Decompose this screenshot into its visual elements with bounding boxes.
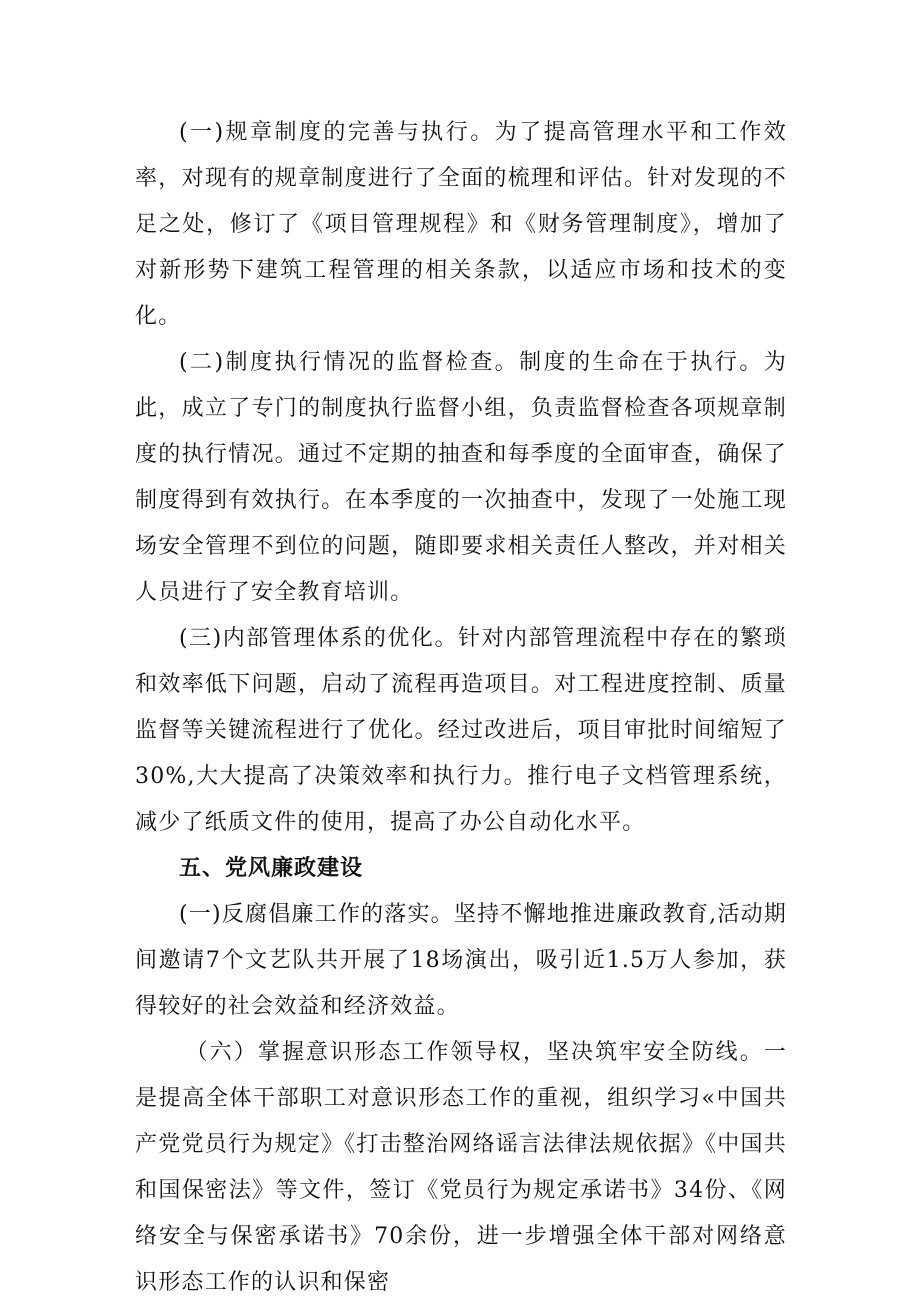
paragraph-rules-improvement: (一)规章制度的完善与执行。为了提高管理水平和工作效率，对现有的规章制度进行了全面的梳理和评估。针对发现的不足之处，修订了《项目管理规程》和《财务管理制度》，增加了对新形势下建筑工程管理的相关条款，以适应市场和技术的变化。	[135, 120, 787, 329]
document-body	[135, 110, 787, 1306]
paragraph-anti-corruption: (一)反腐倡廉工作的落实。坚持不懈地推进廉政教育,活动期间邀请7个文艺队共开展了18场演出，吸引近1.5万人参加，获得较好的社会效益和经济效益。	[135, 902, 787, 1019]
paragraph-management-optimization: (三)内部管理体系的优化。针对内部管理流程中存在的繁琐和效率低下问题，启动了流程再造项目。对工程进度控制、质量监督等关键流程进行了优化。经过改进后，项目审批时间缩短了30%,大大提高了决策效率和执行力。推行电子文档管理系统，减少了纸质文件的使用，提高了办公自动化水平。	[135, 626, 787, 835]
paragraph-ideology-work: （六）掌握意识形态工作领导权，坚决筑牢安全防线。一是提高全体干部职工对意识形态工作的重视，组织学习«中国共产党党员行为规定》《打击整治网络谣言法律法规依据》《中国共和国保密法》等文件，签订《党员行为规定承诺书》34份、《网络安全与保密承诺书》70余份，进一步增强全体干部对网络意识形态工作的认识和保密	[135, 1040, 787, 1295]
paragraph-supervision-inspection: (二)制度执行情况的监督检查。制度的生命在于执行。为此，成立了专门的制度执行监督小组，负责监督检查各项规章制度的执行情况。通过不定期的抽查和每季度的全面审查，确保了制度得到有效执行。在本季度的一次抽查中，发现了一处施工现场安全管理不到位的问题，随即要求相关责任人整改，并对相关人员进行了安全教育培训。	[135, 350, 787, 605]
section-heading: 五、党风廉政建设	[179, 856, 364, 881]
